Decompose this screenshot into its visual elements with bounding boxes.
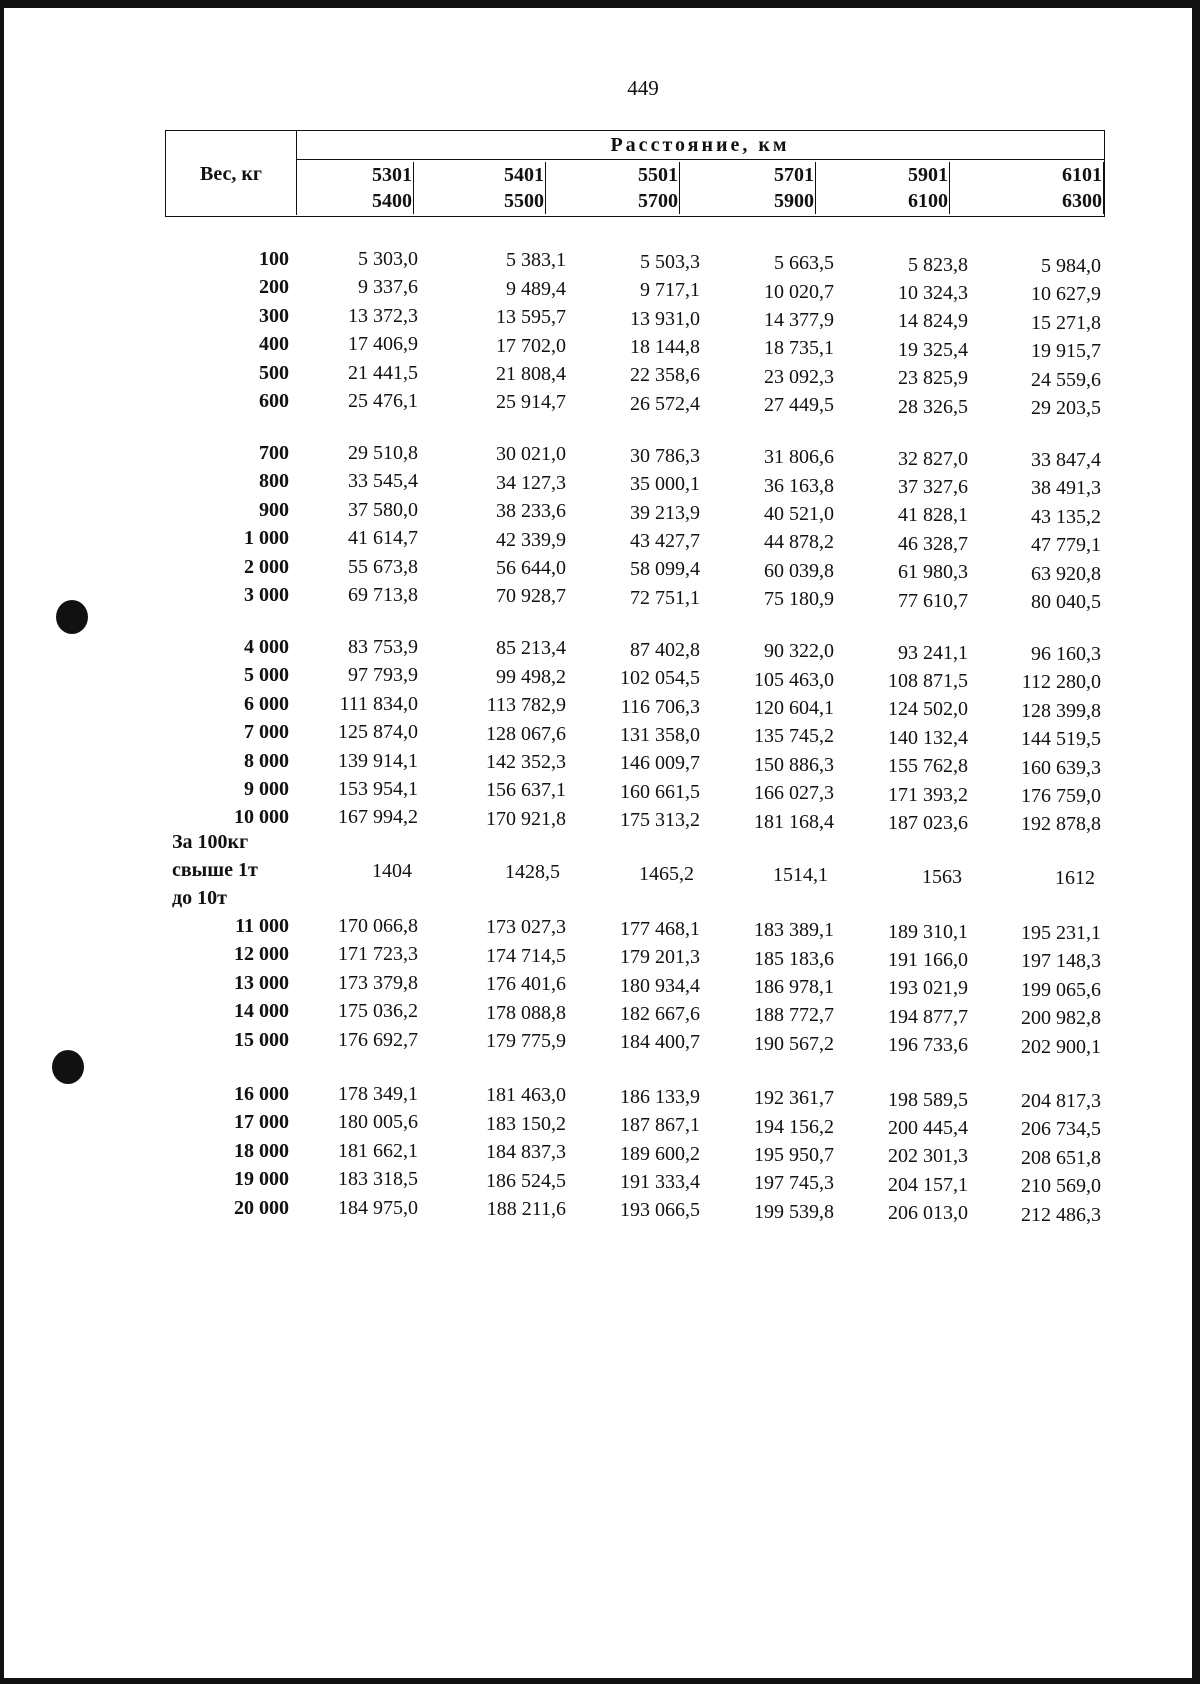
per-100kg-line1: За 100кг (172, 831, 249, 853)
price-cell: 180 005,6 (338, 1111, 418, 1134)
price-cell: 153 954,1 (338, 778, 418, 800)
price-cell: 208 651,8 (1021, 1146, 1101, 1169)
table-row (0, 331, 1200, 363)
price-cell: 21 808,4 (496, 362, 566, 385)
price-cell: 192 878,8 (1021, 813, 1101, 836)
price-cell: 176 401,6 (486, 973, 566, 996)
weight-cell: 300 (259, 304, 289, 327)
weight-cell: 600 (259, 390, 289, 412)
table-row (0, 1081, 1200, 1112)
price-cell: 184 400,7 (620, 1031, 700, 1054)
per-100kg-price: 1612 (1055, 867, 1095, 889)
table-row (0, 998, 1200, 1030)
price-cell: 80 040,5 (1031, 591, 1101, 613)
price-cell: 175 313,2 (620, 809, 700, 832)
price-cell: 25 914,7 (496, 391, 566, 414)
price-cell: 42 339,9 (496, 528, 566, 551)
price-cell: 128 067,6 (486, 722, 566, 745)
distance-header-cell (296, 131, 1104, 160)
price-cell: 55 673,8 (348, 555, 418, 578)
price-cell: 99 498,2 (496, 665, 566, 688)
price-cell: 93 241,1 (898, 641, 968, 664)
range-from: 6101 (1062, 164, 1102, 186)
price-cell: 185 183,6 (754, 947, 834, 970)
price-cell: 5 823,8 (908, 253, 968, 276)
table-row (0, 941, 1200, 973)
price-cell: 43 135,2 (1031, 505, 1101, 528)
table-row (0, 582, 1200, 613)
weight-cell: 800 (259, 470, 289, 493)
per-100kg-price: 1514,1 (773, 864, 828, 887)
price-cell: 181 168,4 (754, 810, 834, 833)
price-cell: 5 663,5 (774, 252, 834, 275)
table-row (0, 440, 1200, 471)
range-to: 5900 (774, 190, 814, 212)
price-cell: 61 980,3 (898, 561, 968, 584)
table-row (0, 913, 1200, 944)
price-cell: 179 201,3 (620, 946, 700, 969)
per-100kg-line3: до 10т (172, 887, 227, 909)
price-cell: 30 786,3 (630, 444, 700, 467)
price-cell: 170 921,8 (486, 807, 566, 830)
price-cell: 87 402,8 (630, 638, 700, 661)
price-cell: 144 519,5 (1021, 728, 1101, 751)
price-cell: 200 982,8 (1021, 1007, 1101, 1030)
price-cell: 41 828,1 (898, 504, 968, 527)
weight-cell: 500 (259, 361, 289, 384)
price-cell: 37 327,6 (898, 475, 968, 498)
price-cell: 120 604,1 (754, 696, 834, 719)
table-row (0, 1027, 1200, 1058)
price-cell: 171 393,2 (888, 783, 968, 806)
price-cell: 112 280,0 (1021, 671, 1101, 694)
price-cell: 189 600,2 (620, 1142, 700, 1165)
weight-cell: 10 000 (234, 806, 289, 829)
weight-cell: 17 000 (234, 1111, 289, 1134)
weight-cell: 12 000 (234, 943, 289, 966)
weight-cell: 100 (259, 248, 289, 270)
price-cell: 160 661,5 (620, 780, 700, 803)
price-cell: 5 984,0 (1041, 255, 1101, 277)
price-cell: 186 133,9 (620, 1085, 700, 1108)
price-cell: 9 337,6 (358, 276, 418, 299)
table-row (0, 691, 1200, 722)
price-cell: 175 036,2 (338, 1000, 418, 1023)
table-row (0, 719, 1200, 751)
price-cell: 199 539,8 (754, 1200, 834, 1223)
weight-cell: 200 (259, 276, 289, 299)
price-cell: 140 132,4 (888, 726, 968, 749)
price-cell: 18 735,1 (764, 337, 834, 360)
range-from: 5501 (638, 164, 678, 186)
price-cell: 37 580,0 (348, 498, 418, 521)
price-cell: 160 639,3 (1021, 756, 1101, 779)
punch-hole-mark (56, 600, 88, 634)
weight-cell: 20 000 (234, 1196, 289, 1219)
price-cell: 22 358,6 (630, 364, 700, 387)
price-cell: 183 318,5 (338, 1168, 418, 1191)
price-cell: 113 782,9 (486, 694, 566, 717)
price-cell: 188 772,7 (754, 1004, 834, 1027)
price-cell: 183 150,2 (486, 1112, 566, 1135)
price-cell: 197 148,3 (1021, 950, 1101, 973)
price-cell: 187 023,6 (888, 811, 968, 834)
weight-cell: 4 000 (244, 636, 289, 658)
price-cell: 166 027,3 (754, 782, 834, 805)
per-100kg-price: 1428,5 (505, 861, 560, 884)
punch-hole-mark (52, 1050, 84, 1084)
price-cell: 194 156,2 (754, 1115, 834, 1138)
table-row (0, 303, 1200, 334)
weight-cell: 1 000 (244, 527, 289, 550)
range-to: 5700 (638, 190, 678, 212)
price-cell: 181 662,1 (338, 1139, 418, 1162)
weight-cell: 400 (259, 333, 289, 356)
price-cell: 10 324,3 (898, 281, 968, 304)
price-cell: 212 486,3 (1021, 1203, 1101, 1226)
price-cell: 10 020,7 (764, 280, 834, 303)
price-cell: 125 874,0 (338, 721, 418, 744)
price-cell: 29 203,5 (1031, 397, 1101, 419)
price-cell: 24 559,6 (1031, 368, 1101, 391)
price-cell: 197 745,3 (754, 1172, 834, 1195)
weight-cell: 19 000 (234, 1168, 289, 1191)
price-cell: 5 383,1 (506, 249, 566, 272)
price-cell: 173 027,3 (486, 916, 566, 939)
table-row (0, 662, 1200, 694)
weight-cell: 2 000 (244, 555, 289, 578)
price-cell: 23 825,9 (898, 367, 968, 390)
price-cell: 19 915,7 (1031, 340, 1101, 363)
price-cell: 33 847,4 (1031, 449, 1101, 471)
weight-cell: 8 000 (244, 749, 289, 772)
weight-header-label: Вес, кг (200, 163, 262, 185)
price-cell: 200 445,4 (888, 1116, 968, 1139)
weight-cell: 700 (259, 442, 289, 464)
weight-cell: 3 000 (244, 584, 289, 606)
range-from: 5301 (372, 164, 412, 186)
price-cell: 191 166,0 (888, 948, 968, 971)
price-cell: 180 934,4 (620, 974, 700, 997)
price-cell: 146 009,7 (620, 752, 700, 775)
price-cell: 170 066,8 (338, 915, 418, 937)
price-cell: 116 706,3 (620, 695, 700, 718)
table-row (0, 1138, 1200, 1169)
per-100kg-line2: свыше 1т (172, 859, 258, 881)
range-header-6 (950, 162, 1104, 214)
price-cell: 14 377,9 (764, 308, 834, 331)
price-cell: 210 569,0 (1021, 1175, 1101, 1198)
weight-cell: 14 000 (234, 1000, 289, 1023)
price-cell: 135 745,2 (754, 725, 834, 748)
price-cell: 174 714,5 (486, 944, 566, 967)
range-header-3 (546, 162, 680, 214)
price-cell: 105 463,0 (754, 668, 834, 691)
price-cell: 181 463,0 (486, 1084, 566, 1107)
price-cell: 56 644,0 (496, 556, 566, 579)
per-100kg-price: 1404 (372, 860, 412, 882)
range-header-1 (296, 162, 414, 214)
price-cell: 9 489,4 (506, 277, 566, 300)
per-100kg-label (172, 828, 258, 912)
price-cell: 85 213,4 (496, 637, 566, 660)
price-cell: 186 524,5 (486, 1169, 566, 1192)
price-cell: 13 372,3 (348, 304, 418, 327)
weight-cell: 18 000 (234, 1139, 289, 1162)
price-cell: 187 867,1 (620, 1114, 700, 1137)
price-cell: 150 886,3 (754, 753, 834, 776)
price-cell: 58 099,4 (630, 558, 700, 581)
price-cell: 90 322,0 (764, 640, 834, 663)
range-to: 6300 (1062, 190, 1102, 212)
price-cell: 19 325,4 (898, 338, 968, 361)
price-cell: 156 637,1 (486, 779, 566, 802)
price-cell: 10 627,9 (1031, 283, 1101, 306)
price-cell: 139 914,1 (338, 749, 418, 772)
price-cell: 15 271,8 (1031, 311, 1101, 334)
price-cell: 77 610,7 (898, 589, 968, 612)
table-row (0, 388, 1200, 419)
price-cell: 124 502,0 (888, 698, 968, 721)
weight-cell: 16 000 (234, 1083, 289, 1105)
weight-cell: 9 000 (244, 778, 289, 800)
price-cell: 43 427,7 (630, 529, 700, 552)
price-cell: 189 310,1 (888, 920, 968, 943)
price-cell: 31 806,6 (764, 446, 834, 469)
range-from: 5401 (504, 164, 544, 186)
table-row (0, 246, 1200, 277)
price-cell: 176 759,0 (1021, 785, 1101, 807)
range-header-5 (816, 162, 950, 214)
price-cell: 97 793,9 (348, 664, 418, 687)
price-cell: 171 723,3 (338, 943, 418, 966)
price-cell: 142 352,3 (486, 750, 566, 773)
price-cell: 194 877,7 (888, 1005, 968, 1028)
price-cell: 28 326,5 (898, 395, 968, 418)
range-from: 5701 (774, 164, 814, 186)
price-cell: 26 572,4 (630, 392, 700, 415)
price-cell: 9 717,1 (640, 279, 700, 302)
price-cell: 21 441,5 (348, 361, 418, 384)
price-cell: 178 349,1 (338, 1083, 418, 1105)
table-row (0, 525, 1200, 557)
price-cell: 102 054,5 (620, 667, 700, 690)
table-row (0, 497, 1200, 528)
price-cell: 191 333,4 (620, 1170, 700, 1193)
range-header-2 (414, 162, 546, 214)
scan-border-top (0, 0, 1200, 8)
price-cell: 178 088,8 (486, 1001, 566, 1024)
table-row (0, 1195, 1200, 1226)
price-cell: 202 301,3 (888, 1145, 968, 1168)
price-cell: 36 163,8 (764, 474, 834, 497)
price-cell: 184 975,0 (338, 1196, 418, 1219)
weight-cell: 6 000 (244, 692, 289, 715)
table-header (165, 130, 1105, 217)
table-row (0, 1109, 1200, 1141)
price-cell: 96 160,3 (1031, 643, 1101, 665)
price-cell: 41 614,7 (348, 527, 418, 550)
price-cell: 38 233,6 (496, 500, 566, 523)
price-cell: 18 144,8 (630, 335, 700, 358)
price-cell: 195 231,1 (1021, 922, 1101, 944)
range-to: 5500 (504, 190, 544, 212)
table-row (0, 970, 1200, 1001)
price-cell: 60 039,8 (764, 559, 834, 582)
price-cell: 184 837,3 (486, 1141, 566, 1164)
price-cell: 69 713,8 (348, 584, 418, 606)
price-cell: 83 753,9 (348, 636, 418, 658)
price-cell: 202 900,1 (1021, 1035, 1101, 1058)
price-cell: 173 379,8 (338, 971, 418, 994)
price-cell: 182 667,6 (620, 1002, 700, 1025)
price-cell: 47 779,1 (1031, 534, 1101, 557)
table-row (0, 804, 1200, 836)
price-cell: 70 928,7 (496, 585, 566, 608)
price-cell: 34 127,3 (496, 471, 566, 494)
price-cell: 27 449,5 (764, 394, 834, 417)
price-cell: 63 920,8 (1031, 562, 1101, 585)
price-cell: 72 751,1 (630, 586, 700, 609)
price-cell: 177 468,1 (620, 917, 700, 940)
price-cell: 111 834,0 (339, 692, 418, 715)
table-row (0, 1166, 1200, 1198)
price-cell: 204 157,1 (888, 1173, 968, 1196)
price-cell: 13 595,7 (496, 306, 566, 329)
weight-cell: 900 (259, 498, 289, 521)
price-cell: 17 702,0 (496, 334, 566, 357)
price-cell: 188 211,6 (486, 1197, 566, 1220)
price-cell: 35 000,1 (630, 473, 700, 496)
table-row (0, 554, 1200, 585)
price-cell: 190 567,2 (754, 1032, 834, 1055)
price-cell: 155 762,8 (888, 755, 968, 778)
weight-header-cell (166, 131, 297, 215)
table-row (0, 748, 1200, 779)
price-cell: 23 092,3 (764, 365, 834, 388)
price-cell: 179 775,9 (486, 1029, 566, 1052)
price-cell: 44 878,2 (764, 531, 834, 554)
price-cell: 33 545,4 (348, 470, 418, 493)
price-cell: 131 358,0 (620, 723, 700, 746)
price-cell: 30 021,0 (496, 443, 566, 466)
price-cell: 196 733,6 (888, 1034, 968, 1057)
price-cell: 195 950,7 (754, 1143, 834, 1166)
per-100kg-price: 1465,2 (639, 862, 694, 885)
scan-border-bottom (0, 1678, 1200, 1684)
price-cell: 192 361,7 (754, 1087, 834, 1110)
price-cell: 206 013,0 (888, 1202, 968, 1225)
price-cell: 204 817,3 (1021, 1090, 1101, 1112)
price-cell: 186 978,1 (754, 975, 834, 998)
price-cell: 40 521,0 (764, 502, 834, 525)
per-100kg-price: 1563 (922, 865, 962, 888)
price-cell: 198 589,5 (888, 1088, 968, 1111)
price-cell: 128 399,8 (1021, 699, 1101, 722)
price-cell: 17 406,9 (348, 333, 418, 356)
price-cell: 32 827,0 (898, 447, 968, 470)
weight-cell: 15 000 (234, 1028, 289, 1051)
page-number: 449 (627, 76, 659, 100)
price-cell: 206 734,5 (1021, 1118, 1101, 1141)
table-row (0, 360, 1200, 391)
range-header-4 (680, 162, 816, 214)
price-cell: 193 021,9 (888, 977, 968, 1000)
price-cell: 199 065,6 (1021, 978, 1101, 1001)
range-to: 5400 (372, 190, 412, 212)
price-cell: 29 510,8 (348, 442, 418, 464)
price-cell: 167 994,2 (338, 806, 418, 829)
price-cell: 39 213,9 (630, 501, 700, 524)
price-cell: 193 066,5 (620, 1199, 700, 1222)
price-cell: 38 491,3 (1031, 477, 1101, 500)
weight-cell: 13 000 (234, 971, 289, 994)
distance-header-label: Расстояние, км (610, 134, 790, 156)
price-cell: 75 180,9 (764, 588, 834, 611)
table-row (0, 634, 1200, 665)
price-cell: 108 871,5 (888, 669, 968, 692)
price-cell: 176 692,7 (338, 1028, 418, 1051)
price-cell: 13 931,0 (630, 307, 700, 330)
range-from: 5901 (908, 164, 948, 186)
range-to: 6100 (908, 190, 948, 212)
price-cell: 5 303,0 (358, 248, 418, 270)
weight-cell: 7 000 (244, 721, 289, 744)
price-cell: 5 503,3 (640, 250, 700, 273)
weight-cell: 11 000 (235, 915, 289, 937)
price-cell: 46 328,7 (898, 532, 968, 555)
table-row (0, 776, 1200, 807)
price-cell: 14 824,9 (898, 310, 968, 333)
table-row (0, 468, 1200, 500)
price-cell: 25 476,1 (348, 390, 418, 412)
table-row (0, 274, 1200, 306)
weight-cell: 5 000 (244, 664, 289, 687)
price-cell: 183 389,1 (754, 919, 834, 942)
